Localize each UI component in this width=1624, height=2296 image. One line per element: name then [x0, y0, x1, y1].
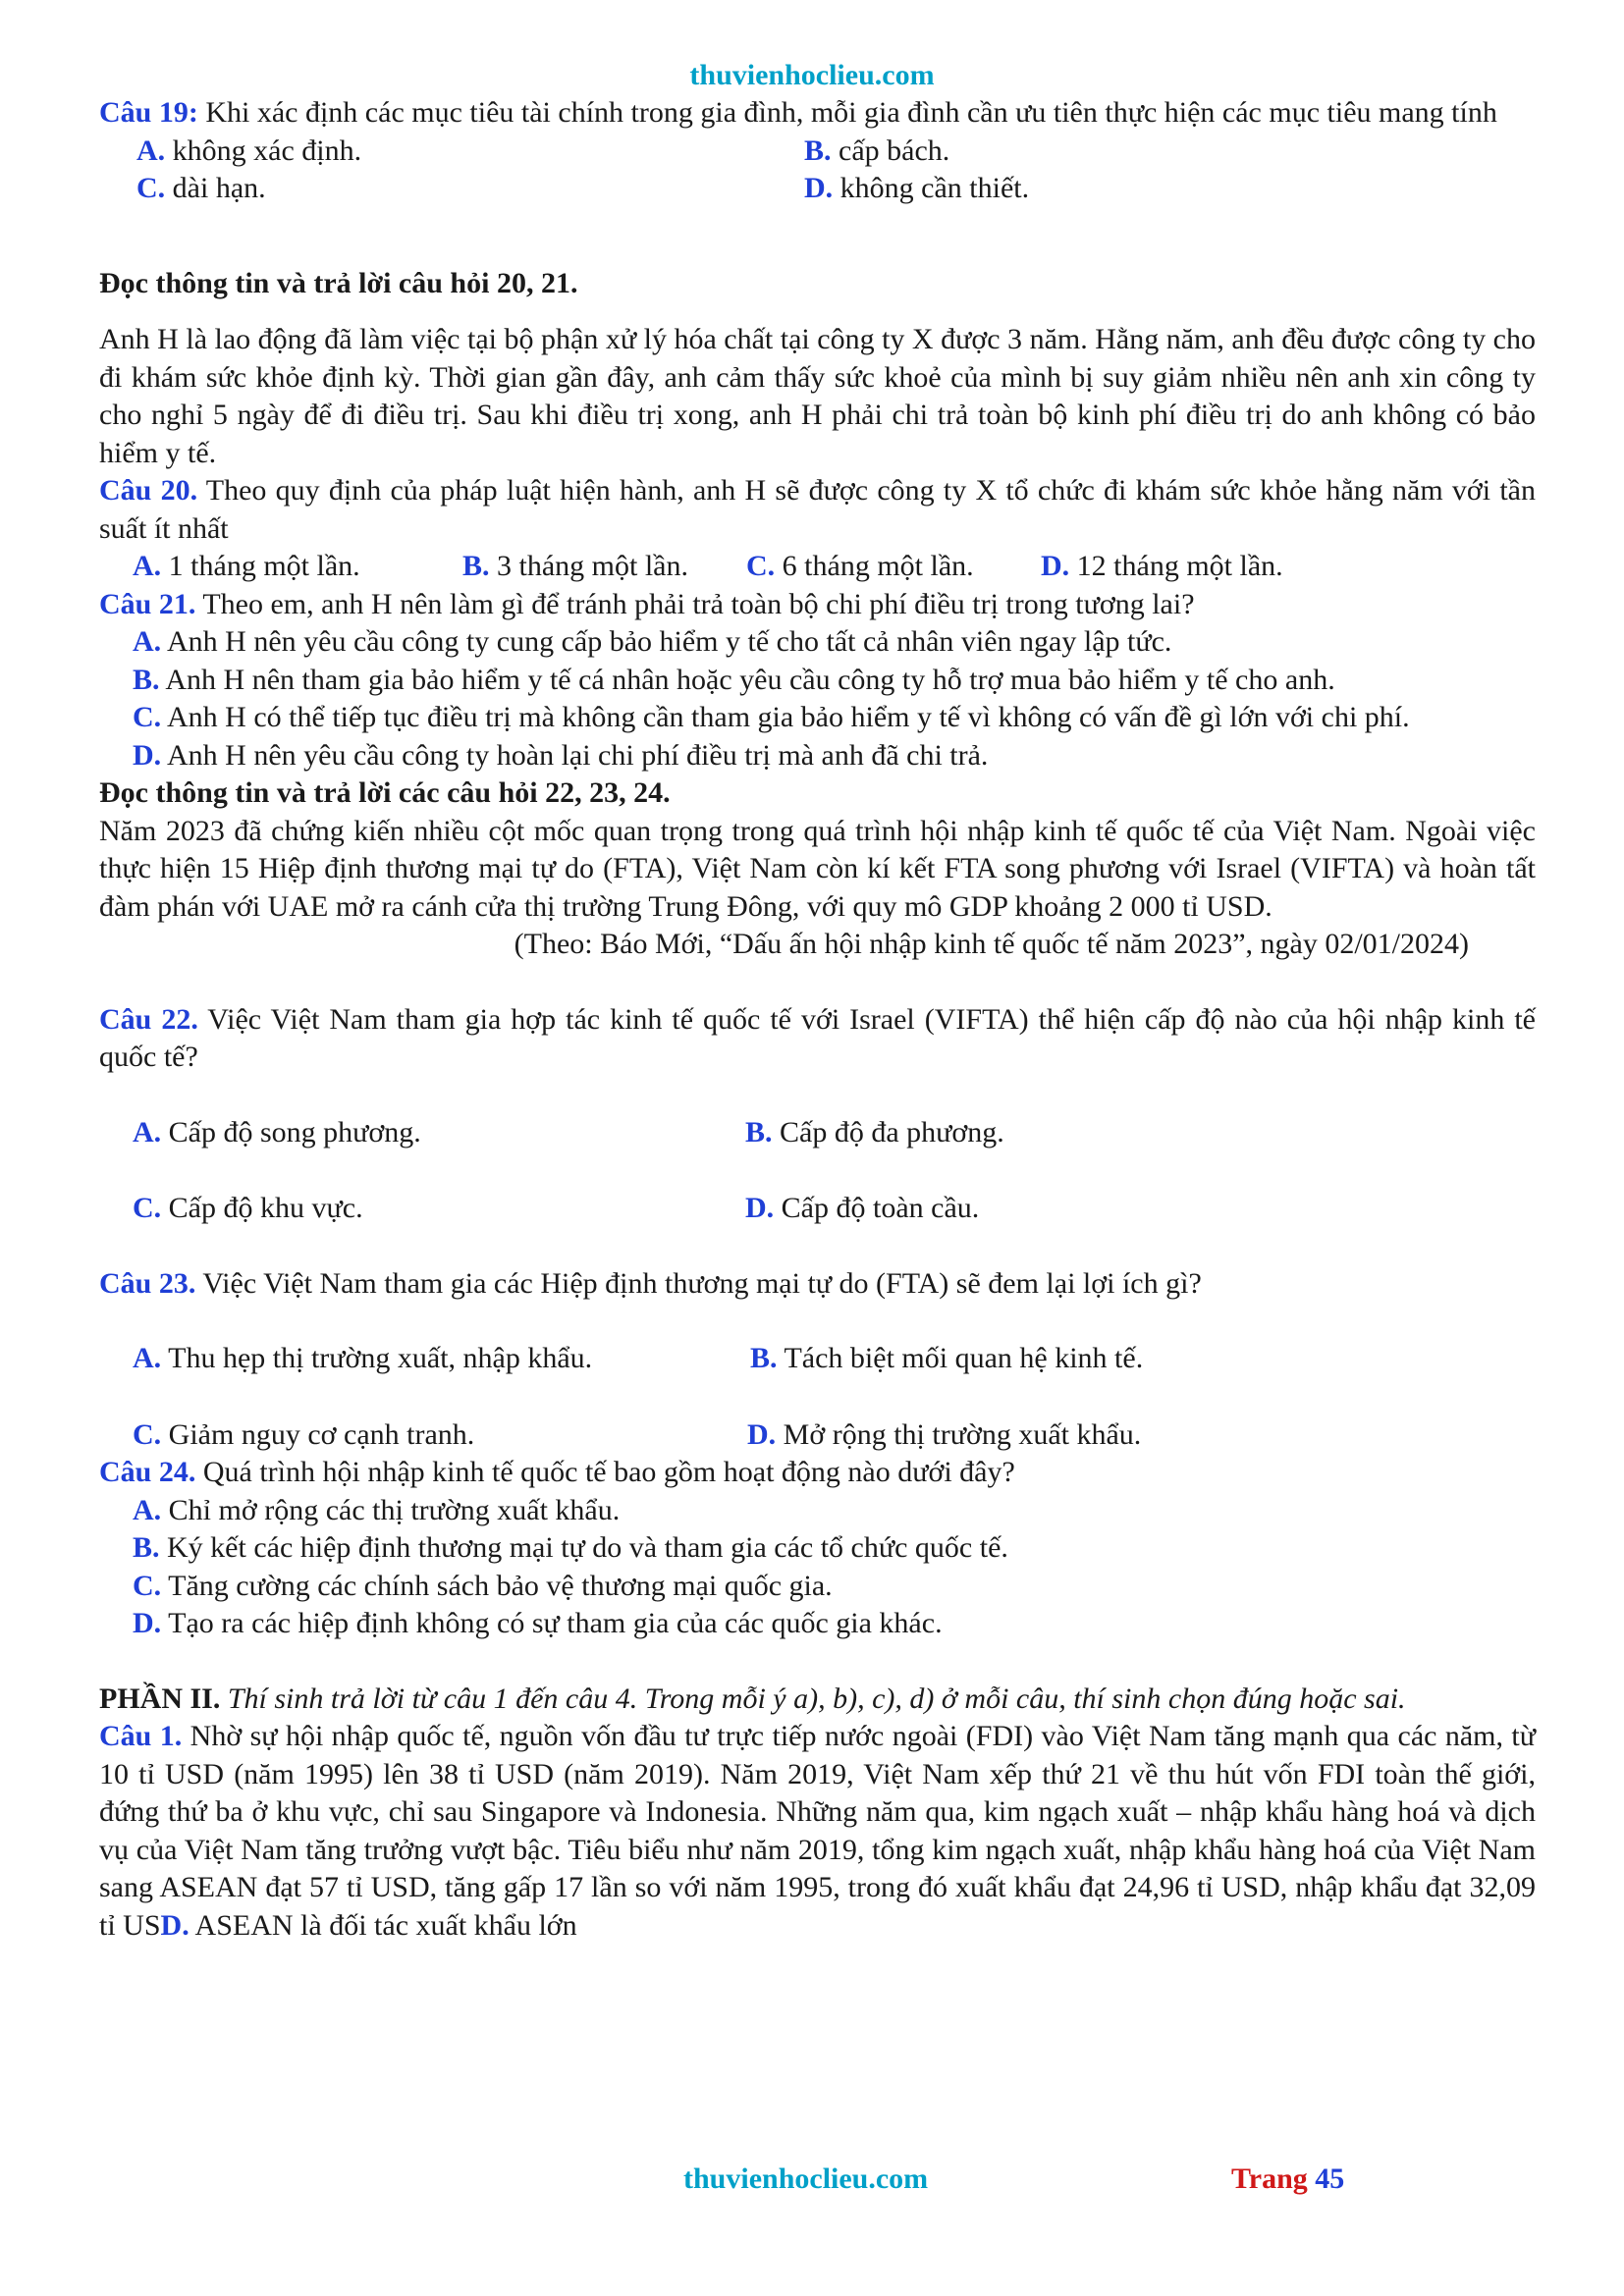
question-text: Khi xác định các mục tiêu tài chính trong gia đình, mỗi gia đình cần ưu tiên thực hiện các mục tiêu mang tính	[197, 96, 1497, 129]
option-text: Cấp độ song phương.	[161, 1115, 421, 1148]
question-text: Quá trình hội nhập kinh tế quốc tế bao gồm hoạt động nào dưới đây?	[195, 1456, 1015, 1488]
option-a	[133, 1114, 421, 1152]
option-label: C.	[133, 1417, 162, 1451]
question-text: Việc Việt Nam tham gia các Hiệp định thương mại tự do (FTA) sẽ đem lại lợi ích gì?	[195, 1266, 1202, 1300]
option-b	[99, 1529, 1536, 1568]
option-text: Cấp độ khu vực.	[161, 1192, 363, 1224]
option-c	[133, 1190, 363, 1228]
option-b	[462, 548, 688, 586]
question-text: Theo quy định của pháp luật hiện hành, anh H sẽ được công ty X tổ chức đi khám sức khỏe hằng năm với tần suất ít nhất	[99, 474, 1536, 545]
page-number	[1231, 2163, 1344, 2196]
reading-passage: Năm 2023 đã chứng kiến nhiều cột mốc quan trọng trong quá trình hội nhập kinh tế quốc tế của Việt Nam. Ngoài việc thực hiện 15 Hiệp định thương mại tự do (FTA), Việt Nam còn kí kết FTA song phương với Israel (VIFTA) và hoàn tất đàm phán với UAE mở ra cánh cửa thị trường Trung Đông, với quy mô GDP khoảng 2 000 tỉ USD.	[99, 814, 1536, 923]
option-d	[99, 1605, 1536, 1643]
option-a	[99, 1492, 1536, 1530]
stray-label: D.	[160, 1908, 189, 1942]
site-header: thuvienhoclieu.com	[689, 59, 935, 91]
option-text: Mở rộng thị trường xuất khẩu.	[776, 1417, 1142, 1451]
question-label: Câu 21.	[99, 587, 196, 620]
option-text: Tách biệt mối quan hệ kinh tế.	[777, 1342, 1144, 1374]
option-label: A.	[133, 1493, 162, 1526]
question-22	[99, 1001, 1536, 1077]
option-text: dài hạn.	[165, 172, 266, 204]
reading-passage: Anh H là lao động đã làm việc tại bộ phận xử lý hóa chất tại công ty X được 3 năm. Hằng năm, anh đều được công ty cho đi khám sức khỏe định kỳ. Thời gian gần đây, anh cảm thấy sức khoẻ của mình bị suy giảm nhiều nên anh xin công ty cho nghỉ 5 ngày để đi điều trị. Sau khi điều trị xong, anh H phải chi trả toàn bộ kinh phí điều trị do anh không có bảo hiểm y tế.	[99, 323, 1536, 469]
option-text: Cấp độ đa phương.	[772, 1115, 1004, 1148]
option-label: D.	[133, 738, 162, 772]
option-text: Anh H nên yêu cầu công ty hoàn lại chi phí điều trị mà anh đã chi trả.	[161, 738, 989, 772]
option-text: Anh H nên tham gia bảo hiểm y tế cá nhân hoặc yêu cầu công ty hỗ trợ mua bảo hiểm y tế cho anh.	[159, 663, 1335, 696]
option-text: Thu hẹp thị trường xuất, nhập khẩu.	[161, 1342, 593, 1374]
page-num: 45	[1315, 2163, 1345, 2195]
options-row	[99, 170, 1536, 208]
option-d	[1041, 548, 1283, 586]
options-row	[99, 1190, 1536, 1228]
question-label: Câu 23.	[99, 1266, 196, 1300]
option-d	[804, 170, 1029, 208]
option-label: A.	[133, 550, 162, 582]
option-text: Anh H nên yêu cầu công ty cung cấp bảo hiểm y tế cho tất cả nhân viên ngay lập tức.	[161, 625, 1172, 658]
option-label: B.	[462, 550, 490, 582]
option-text: Tạo ra các hiệp định không có sự tham gia của các quốc gia khác.	[161, 1607, 943, 1639]
option-d	[99, 737, 1536, 775]
page-word: Trang	[1231, 2163, 1308, 2195]
reading-heading: Đọc thông tin và trả lời các câu hỏi 22, 23, 24.	[99, 776, 671, 809]
option-text: Giảm nguy cơ cạnh tranh.	[161, 1417, 475, 1451]
options-row	[99, 133, 1536, 171]
option-label: C.	[133, 1569, 162, 1602]
reading-heading: Đọc thông tin và trả lời câu hỏi 20, 21.	[99, 266, 578, 299]
option-label: A.	[133, 1342, 162, 1374]
option-d	[745, 1190, 979, 1228]
option-label: D.	[747, 1417, 777, 1451]
question-24	[99, 1454, 1536, 1492]
option-b	[99, 662, 1536, 700]
question-label: Câu 22.	[99, 1002, 198, 1036]
question-text: Theo em, anh H nên làm gì để tránh phải trả toàn bộ chi phí điều trị trong tương lai?	[195, 587, 1195, 620]
option-a	[133, 1340, 592, 1378]
option-text: không xác định.	[165, 133, 362, 167]
option-b	[745, 1114, 1004, 1152]
option-text: 6 tháng một lần.	[775, 550, 974, 582]
question-text-continued: ASEAN là đối tác xuất khẩu lớn	[189, 1908, 577, 1942]
part-heading: PHẦN II.	[99, 1682, 221, 1715]
option-label: A.	[133, 625, 162, 658]
option-label: B.	[133, 1531, 160, 1564]
option-a	[136, 133, 361, 171]
question-label: Câu 1.	[99, 1720, 183, 1752]
page-content	[99, 94, 1536, 1945]
question-label: Câu 20.	[99, 474, 198, 507]
option-b	[804, 133, 949, 171]
option-label: A.	[133, 1115, 162, 1148]
option-c	[99, 699, 1536, 737]
option-c	[99, 1568, 1536, 1606]
option-text: cấp bách.	[831, 133, 950, 167]
option-label: A.	[136, 133, 166, 167]
option-label: B.	[750, 1342, 778, 1374]
question-text: Việc Việt Nam tham gia hợp tác kinh tế quốc tế với Israel (VIFTA) thể hiện cấp độ nào của hội nhập kinh tế quốc tế?	[99, 1002, 1536, 1073]
option-label: D.	[745, 1192, 775, 1224]
question-text: Nhờ sự hội nhập quốc tế, nguồn vốn đầu tư trực tiếp nước ngoài (FDI) vào Việt Nam tăng mạnh qua các năm, từ 10 tỉ USD (năm 1995) lên 38 tỉ USD (năm 2019). Năm 2019, Việt Nam xếp thứ 21 về thu hút vốn FDI toàn thế giới, đứng thứ ba ở khu vực, chỉ sau Singapore và Indonesia. Những năm qua, kim ngạch xuất – nhập khẩu hàng hoá và dịch vụ của Việt Nam tăng trưởng vượt bậc. Tiêu biểu như năm 2019, tổng kim ngạch xuất, nhập khẩu hàng hoá của Việt Nam sang ASEAN đạt 57 tỉ USD, tăng gấp 17 lần so với năm 1995, trong đó xuất khẩu đạt 24,96 tỉ USD, nhập khẩu đạt 32,09 tỉ US	[99, 1720, 1537, 1942]
option-label: C.	[746, 550, 776, 582]
part-two-instruction	[99, 1681, 1536, 1719]
question-label: Câu 24.	[99, 1456, 196, 1488]
option-c	[746, 548, 974, 586]
question-23	[99, 1265, 1536, 1304]
option-text: Chỉ mở rộng các thị trường xuất khẩu.	[161, 1493, 621, 1526]
option-text: không cần thiết.	[833, 172, 1030, 204]
option-a	[99, 623, 1536, 662]
option-label: D.	[133, 1607, 162, 1639]
question-21	[99, 586, 1536, 624]
options-row	[99, 548, 1536, 586]
option-c	[136, 170, 266, 208]
option-label: C.	[133, 701, 162, 733]
options-row	[99, 1416, 1536, 1455]
option-b	[750, 1340, 1143, 1378]
option-label: C.	[133, 1192, 162, 1224]
citation: (Theo: Báo Mới, “Dấu ấn hội nhập kinh tế quốc tế năm 2023”, ngày 02/01/2024)	[514, 928, 1469, 960]
part-instruction: Thí sinh trả lời từ câu 1 đến câu 4. Trong mỗi ý a), b), c), d) ở mỗi câu, thí sinh chọn đúng hoặc sai.	[220, 1682, 1406, 1715]
option-text: 12 tháng một lần.	[1069, 550, 1283, 582]
options-row	[99, 1340, 1536, 1378]
option-label: C.	[136, 172, 166, 204]
options-row	[99, 1114, 1536, 1152]
option-text: Ký kết các hiệp định thương mại tự do và tham gia các tổ chức quốc tế.	[159, 1531, 1008, 1564]
option-label: B.	[804, 133, 832, 167]
option-label: D.	[804, 172, 834, 204]
option-text: Tăng cường các chính sách bảo vệ thương mại quốc gia.	[161, 1569, 833, 1602]
option-c	[133, 1416, 474, 1455]
part2-question-1	[99, 1718, 1536, 1945]
option-label: B.	[133, 663, 160, 696]
option-label: B.	[745, 1115, 773, 1148]
question-label: Câu 19:	[99, 96, 198, 129]
option-text: 1 tháng một lần.	[161, 550, 360, 582]
option-d	[747, 1416, 1141, 1455]
question-19	[99, 94, 1536, 133]
option-label: D.	[1041, 550, 1070, 582]
option-text: Cấp độ toàn cầu.	[774, 1192, 980, 1224]
option-text: 3 tháng một lần.	[489, 550, 688, 582]
question-20	[99, 472, 1536, 548]
option-text: Anh H có thể tiếp tục điều trị mà không cần tham gia bảo hiểm y tế vì không có vấn đề gì lớn với chi phí.	[161, 701, 1410, 733]
footer-site: thuvienhoclieu.com	[683, 2163, 929, 2195]
option-a	[133, 548, 360, 586]
